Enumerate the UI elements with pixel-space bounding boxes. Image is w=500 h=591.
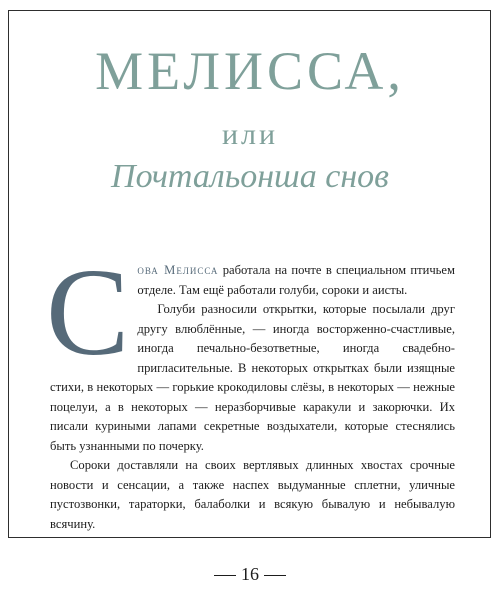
paragraph-1-text: работала на почте в специальном птичьем отделе. Там ещё работали голуби, сороки и аисты.: [137, 263, 455, 297]
paragraph-2: Голуби разносили открытки, которые посылали друг другу влюблённые, — иногда восторженно-счастливые, иногда печально-безответные, иногда свадебно-пригласительные. В некоторых открытках были изящные стихи, в некоторых — горькие крокодиловы слёзы, в некоторых — нежные поцелуи, а в некоторых — неразборчивые каракули и закорючки. Их писали куриными лапами секретные воздыхатели, которые стеснялись быть узнанными по почерку.: [50, 302, 455, 453]
lead-in-smallcaps: ова Мелисса: [137, 263, 219, 277]
page-number: [0, 564, 500, 585]
body-text: [46, 244, 455, 534]
page-number-dash-right: [264, 575, 286, 576]
page-number-dash-left: [214, 575, 236, 576]
chapter-title: МЕЛИССА,: [95, 41, 405, 101]
page-number-value: 16: [241, 564, 259, 584]
drop-cap: С: [46, 244, 130, 382]
chapter-title-connector: или: [221, 118, 279, 151]
paragraph-3: Сороки доставляли на своих вертлявых длинных хвостах срочные новости и сенсации, а также наспех выдуманные сплетни, уличные пустозвонки, тараторки, балаболки и всякую бывалую и небывалую всячину.: [50, 458, 455, 531]
chapter-subtitle: Почтальонша снов: [111, 158, 389, 195]
